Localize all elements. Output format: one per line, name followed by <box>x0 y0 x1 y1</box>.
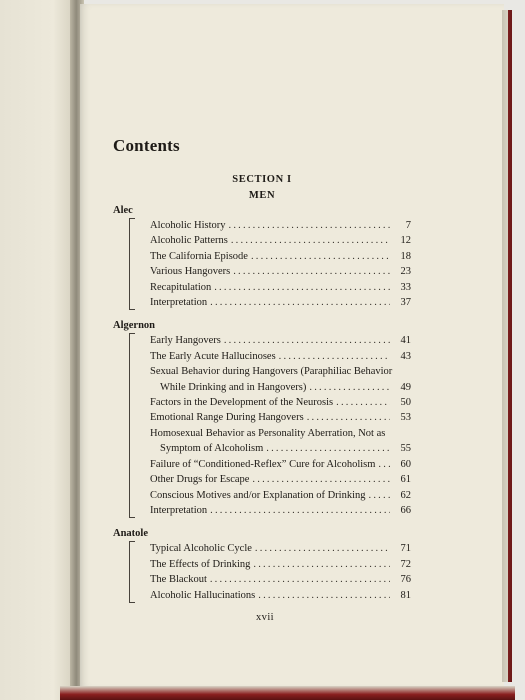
person-name: Algernon <box>113 320 155 332</box>
entry-page-number: 76 <box>400 574 411 586</box>
dot-leader <box>279 349 390 364</box>
entry-title: The Blackout <box>150 574 207 586</box>
section-heading: SECTION I <box>232 174 292 185</box>
person-name: Alec <box>113 205 133 216</box>
toc-entry[interactable] <box>150 349 411 364</box>
left-page <box>0 0 76 700</box>
entry-title: The California Episode <box>150 250 248 262</box>
dot-leader <box>231 233 390 248</box>
toc-entry[interactable] <box>150 541 411 556</box>
page-folio: xvii <box>256 612 274 623</box>
entry-page-number: 61 <box>400 474 411 486</box>
entry-title: The Effects of Drinking <box>150 558 251 570</box>
dot-leader <box>252 472 390 487</box>
toc-entry[interactable] <box>150 557 411 572</box>
toc-entry[interactable] <box>150 457 411 472</box>
dot-leader <box>307 410 390 425</box>
entry-title: While Drinking and in Hangovers) <box>160 381 307 393</box>
entry-title: Interpretation <box>150 504 208 516</box>
entry-page-number: 72 <box>400 558 411 570</box>
toc-entry[interactable] <box>150 264 411 279</box>
dot-leader <box>258 588 390 603</box>
entry-title: The Early Acute Hallucinoses <box>150 350 276 362</box>
entry-page-number: 41 <box>400 335 411 347</box>
dot-leader <box>266 441 390 456</box>
dot-leader <box>210 572 390 587</box>
dot-leader <box>378 457 390 472</box>
entry-page-number: 43 <box>400 350 411 362</box>
toc-entry[interactable] <box>150 218 411 233</box>
entry-title-line: Sexual Behavior during Hangovers (Paraphiliac Behavior <box>150 366 393 378</box>
dot-leader <box>251 249 390 264</box>
toc-entry[interactable] <box>150 295 411 310</box>
toc-entry[interactable] <box>150 395 411 410</box>
entry-title: Alcoholic Patterns <box>150 235 228 247</box>
entry-page-number: 53 <box>400 412 411 424</box>
toc-entry[interactable] <box>150 472 411 487</box>
entry-title: Failure of “Conditioned-Reflex” Cure for Alcoholism <box>150 458 376 470</box>
entry-title: Alcoholic History <box>150 220 226 231</box>
toc-entry[interactable] <box>150 233 411 248</box>
toc-entry[interactable] <box>150 503 411 518</box>
person-name: Anatole <box>113 528 148 540</box>
page-title: Contents <box>113 136 180 155</box>
entry-page-number: 33 <box>400 281 411 293</box>
entry-title: Symptom of Alcoholism <box>160 443 264 455</box>
page-edge <box>502 10 512 682</box>
entry-title-line: Homosexual Behavior as Personality Aberration, Not as <box>150 427 386 439</box>
toc-entry[interactable] <box>150 588 411 603</box>
entry-page-number: 66 <box>400 504 411 516</box>
entry-page-number: 55 <box>400 443 411 455</box>
entry-title: Typical Alcoholic Cycle <box>150 543 252 555</box>
entry-title: Various Hangovers <box>150 266 231 278</box>
dot-leader <box>210 295 390 310</box>
entry-page-number: 37 <box>400 297 411 309</box>
entry-title: Conscious Motives and/or Explanation of Drinking <box>150 489 366 501</box>
person-section <box>113 204 411 310</box>
dot-leader <box>336 395 390 410</box>
entry-page-number: 62 <box>400 489 411 501</box>
entry-page-number: 7 <box>405 220 411 231</box>
dot-leader <box>255 541 390 556</box>
entry-page-number: 18 <box>400 250 411 262</box>
dot-leader <box>210 503 390 518</box>
person-section <box>113 527 411 603</box>
dot-leader <box>229 218 390 233</box>
toc-entry[interactable] <box>150 280 411 295</box>
dot-leader <box>369 488 390 503</box>
toc-entry[interactable] <box>150 410 411 425</box>
entry-title: Emotional Range During Hangovers <box>150 412 304 424</box>
toc-entry[interactable] <box>150 364 411 395</box>
entry-page-number: 71 <box>400 543 411 555</box>
toc-entry[interactable] <box>150 333 411 348</box>
entry-page-number: 81 <box>400 589 411 601</box>
entry-title: Alcoholic Hallucinations <box>150 589 256 601</box>
entry-title: Factors in the Development of the Neurosis <box>150 397 334 409</box>
entry-title: Other Drugs for Escape <box>150 474 250 486</box>
dot-leader <box>309 380 390 395</box>
entry-page-number: 60 <box>400 458 411 470</box>
entry-title: Early Hangovers <box>150 335 221 347</box>
entry-page-number: 49 <box>400 381 411 393</box>
dot-leader <box>214 280 390 295</box>
dot-leader <box>224 333 390 348</box>
section-subheading: MEN <box>248 190 276 201</box>
entry-list <box>129 333 411 518</box>
entry-list <box>129 541 411 603</box>
entry-page-number: 50 <box>400 397 411 409</box>
entry-page-number: 12 <box>400 235 411 247</box>
toc-entry[interactable] <box>150 426 411 457</box>
table-of-contents <box>113 130 411 603</box>
person-list <box>113 204 411 603</box>
toc-entry[interactable] <box>150 249 411 264</box>
entry-page-number: 23 <box>400 266 411 278</box>
entry-title: Recapitulation <box>150 281 212 293</box>
entry-title: Interpretation <box>150 297 208 309</box>
person-section <box>113 319 411 518</box>
book-cover-edge <box>60 686 515 700</box>
dot-leader <box>253 557 390 572</box>
toc-entry[interactable] <box>150 488 411 503</box>
dot-leader <box>233 264 390 279</box>
toc-entry[interactable] <box>150 572 411 587</box>
entry-list <box>129 218 411 310</box>
